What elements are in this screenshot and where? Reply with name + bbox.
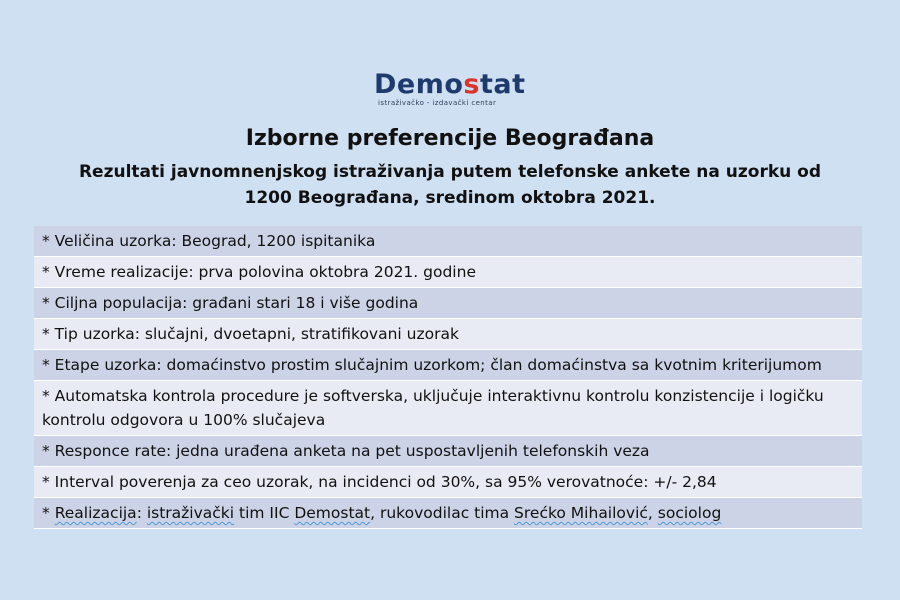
row-text: tim IIC — [234, 504, 295, 522]
table-row: * Ciljna populacija: građani stari 18 i više godina — [34, 288, 862, 319]
row-text: istraživački — [146, 504, 235, 522]
table-row-realizacija — [34, 498, 862, 529]
logo-wordmark — [374, 70, 524, 100]
methodology-table — [34, 226, 862, 529]
row-prefix: * — [42, 504, 55, 522]
table-row: * Etape uzorka: domaćinstvo prostim slučajnim uzorkom; član domaćinstva sa kvotnim kriterijumom — [34, 350, 862, 381]
row-text: Srećko Mihailović — [514, 504, 648, 522]
row-text: , rukovodilac tima — [370, 504, 515, 522]
logo-tagline: istraživačko - izdavački centar — [378, 99, 497, 107]
logo-text-2: tat — [480, 69, 526, 100]
logo-text-1: Demo — [374, 69, 464, 100]
table-row: * Responce rate: jedna urađena anketa na pet uspostavljenih telefonskih veza — [34, 436, 862, 467]
table-row: * Automatska kontrola procedure je softverska, uključuje interaktivnu kontrolu konzistencije i logičku kontrolu odgovora u 100% slučajeva — [34, 381, 862, 436]
row-colon: : — [136, 504, 147, 522]
page-subtitle: Rezultati javnomnenjskog istraživanja putem telefonske ankete na uzorku od 1200 Beograđana, sredinom oktobra 2021. — [78, 162, 822, 208]
table-row: * Interval poverenja za ceo uzorak, na incidenci od 30%, sa 95% verovatnoće: +/- 2,84 — [34, 467, 862, 498]
page-title: Izborne preferencije Beograđana — [245, 126, 655, 151]
row-text: sociolog — [657, 504, 722, 522]
row-text: Demostat — [294, 504, 371, 522]
table-row: * Tip uzorka: slučajni, dvoetapni, stratifikovani uzorak — [34, 319, 862, 350]
row-text: , — [647, 504, 658, 522]
table-row: * Veličina uzorka: Beograd, 1200 ispitanika — [34, 226, 862, 257]
row-label: Realizacija — [54, 504, 137, 522]
demostat-logo — [374, 70, 524, 107]
table-row: * Vreme realizacije: prva polovina oktobra 2021. godine — [34, 257, 862, 288]
logo-text-accent: s — [463, 69, 480, 100]
